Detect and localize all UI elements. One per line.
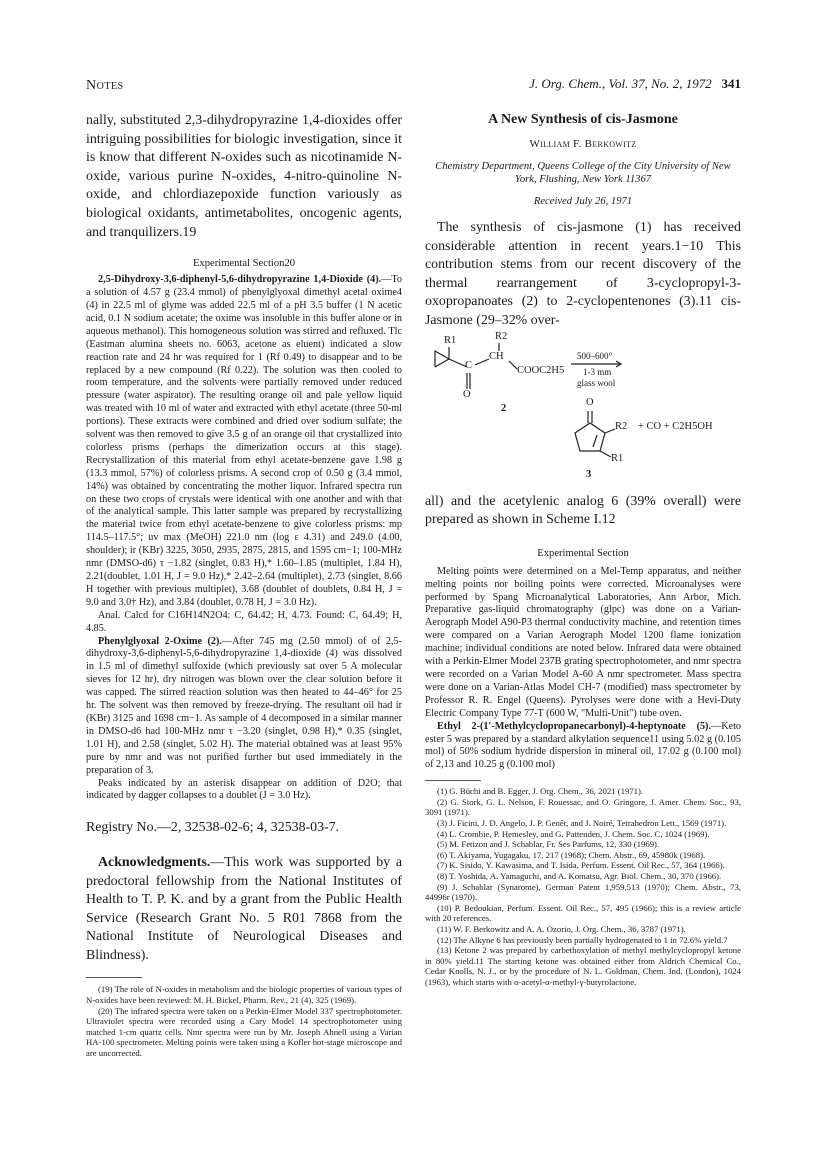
product-r1-label: R1: [611, 452, 624, 464]
condition-glass-wool: glass wool: [577, 377, 616, 388]
byproducts-label: + CO + C2H5OH: [638, 420, 713, 432]
compound-2-body: —After 745 mg (2.50 mmol) of of 2,5-dihydroxy-3,6-diphenyl-5,6-dihydropyrazine 1,4-dioxide (4) was dissolved in 1.5 ml of dimethyl sulfoxide (which previously sat over 5 A molecular sieves for 12 hr), dry nitrogen was blown over the clear solution before it was capped. The stirred reaction solution was then heated to 44–46° for 25 hr. The solvent was then removed by freeze-drying. The resultant oil had ir (KBr) 3125 and 1698 cm−1. As sample of 4 decomposed in a similar manner in DMSO-d6 had 100-MHz nmr τ −3.20 (singlet, 0.98 H),* 0.35 (singlet, 1.01 H), and 2.58 (singlet, 5.02 H). The material obtained was at least 95% pure by nmr and was not purified further but used immediately in the preparation of 3.: [86, 635, 403, 776]
registry-numbers: Registry No.—2, 32538-02-6; 4, 32538-03-7.: [86, 820, 340, 836]
reference-item: (12) The Alkyne 6 has previously been partially hydrogenated to 1 in 72.6% yield.7: [437, 934, 728, 945]
reference-item: (5) M. Fetizon and J. Schablar, Fr. Ses Parfums, 12, 330 (1969).: [437, 839, 660, 850]
reference-item: (4) L. Crombie, P. Hemesley, and G. Pattenden, J. Chem. Soc. C, 1024 (1969).: [437, 828, 710, 839]
procedure-paragraph-2: [86, 636, 402, 778]
reference-item: (2) G. Stork, G. L. Nelson, F. Rouessac, and O. Gringore, J. Amer. Chem. Soc., 93, 3091 (1971).: [425, 796, 741, 818]
page-number: 341: [721, 76, 741, 91]
reaction-scheme: [425, 330, 741, 485]
bond-to-ester: [509, 361, 517, 369]
intro-paragraph: nally, substituted 2,3-dihydropyrazine 1,4-dioxides offer intriguing possibilities for biologic investigation, since it is know that different N-oxides such as nicotinamide N-oxide, various purine N-oxides, 4-nitro-quinoline N-oxide, and chlordiazepoxide function variously as biological oxidants, antimetabolites, oncogenic agents, and tranquilizers.19: [86, 113, 402, 240]
reference-item: (3) J. Ficini, J. D. Angelo, J. P. Genêt, and J. Noiré, Tetrahedron Lett., 1569 (1971).: [437, 818, 727, 829]
compound-3-label: 3: [586, 468, 592, 480]
nmr-note-paragraph: Peaks indicated by an asterisk disappear on addition of D2O; that indicated by dagger collapses to a doublet (J = 3.0 Hz).: [86, 777, 402, 802]
references-list: [425, 786, 741, 987]
r2-label: R2: [495, 330, 508, 342]
condition-temperature: 500–600°: [577, 350, 613, 361]
journal-volume: Vol. 37, No. 2, 1972: [608, 76, 712, 91]
reference-item: (1) G. Büchi and B. Egger, J. Org. Chem., 36, 2021 (1971).: [437, 786, 644, 797]
bond-to-ch: [475, 359, 489, 365]
ring-double-bond: [593, 435, 597, 447]
compound-5-body: —Keto ester 5 was prepared by a standard alkylation sequence11 using 5.02 g (0.105 mol) of 50% sodium hydride dispersion in mineral oil, 17.02 g (0.100 mol) of 2,13 and 10.25 g (0.100 mol): [425, 720, 741, 771]
experimental-heading: Experimental Section20: [192, 258, 296, 270]
condition-pressure: 1-3 mm: [583, 366, 612, 377]
footnote-rule: [86, 977, 142, 978]
compound-5-paragraph: [425, 721, 741, 773]
running-head-section: Notes: [86, 78, 124, 93]
reference-item: (10) P. Bedoukian, Perfum. Essent. Oil Rec., 57, 495 (1966); this is a review article with 20 references.: [425, 902, 741, 924]
cyclopentenone-ring: [575, 423, 605, 451]
right-column: [425, 112, 741, 988]
procedure-paragraph-1: [86, 274, 402, 610]
acknowledgments: [86, 854, 402, 966]
scheme-continuation: all) and the acetylenic analog 6 (39% overall) were prepared as shown in Scheme I.12: [425, 493, 741, 528]
bond-r2-product: [605, 429, 615, 433]
article-title: A New Synthesis of cis-Jasmone: [488, 112, 678, 127]
acknowledgments-body: —This work was supported by a predoctoral fellowship from the National Institutes of Health to T. P. K. and by a grant from the Public Health Service (Research Grant No. 5 R01 7868 from the National Institute of Neurological Diseases and Blindness).: [86, 854, 402, 963]
reference-item: (6) T. Akiyama, Yugagaku, 17, 217 (1968); Chem. Abstr., 69, 45980k (1968).: [437, 849, 706, 860]
cyclopropane-ring: [435, 351, 449, 367]
acknowledgments-title: Acknowledgments.: [98, 854, 211, 870]
bond-r1-product: [600, 451, 611, 457]
reference-item: (11) W. F. Berkowitz and A. A. Ozorio, J. Org. Chem., 36, 3787 (1971).: [437, 923, 686, 934]
r1-label: R1: [444, 334, 457, 346]
compound-2-label: 2: [501, 402, 507, 414]
compound-2-title: Phenylglyoxal 2-Oxime (2).: [98, 635, 222, 647]
product-r2-label: R2: [615, 420, 628, 432]
reference-item: (8) T. Yoshida, A. Yamaguchi, and A. Komatsu, Agr. Biol. Chem., 30, 370 (1966).: [437, 871, 722, 881]
received-date: Received July 26, 1971: [533, 196, 633, 207]
reference-item: (9) J. Schablar (Synarome), German Patent 1,959,513 (1970); Chem. Abstr., 73, 44996r (1970).: [425, 881, 741, 903]
carbonyl-oxygen-label: O: [463, 388, 471, 400]
references-rule: [425, 780, 481, 781]
ch-label: CH: [489, 350, 504, 362]
author-affiliation: Chemistry Department, Queens College of the City University of New York, Flushing, New York 11367: [435, 161, 731, 185]
running-head-journal: [529, 76, 741, 92]
carbonyl-carbon-label: C: [465, 359, 473, 371]
left-column: [86, 112, 402, 1059]
article-intro: The synthesis of cis-jasmone (1) has received considerable attention in recent years.1−10 This contribution stems from our recent discovery of the thermal rearrangement of 3-cyclopropyl-3-oxopropanoates (2) to 2-cyclopentenones (3).11 cis-Jasmone (29–32% over-: [425, 220, 741, 328]
reference-item: (7) K. Sisido, Y. Kawasima, and T. Isida, Perfum. Essent. Oil Rec., 57, 364 (1966).: [437, 860, 725, 871]
compound-4-body: —To a solution of 4.57 g (23.4 mmol) of phenylglyoxal dimethyl acetal oxime4 (4) in 22.5 ml of glyme was added 22.5 ml of a pH 3.5 buffer (1 N acetic acid, 0.1 N sodium acetate; the oxime was insoluble in this buffer alone or in aqueous methanol). This homogeneous solution was stirred and refluxed. Tlc (Eastman alumina sheets no. 6063, acetone as eluent) indicated a slow reaction rate and 24 hr was required for 1 (Rf 0.49) to disappear and to be replaced by a new compound (Rf 0.22). The solution was then cooled to room temperature, and the solvents were partially removed under reduced pressure (water aspirator). The resulting orange oil and pale yellow liquid was treated with 10 ml of water and extracted with ethyl acetate (three 50-ml portions). These extracts were combined and dried over sodium sulfate; the solvent was then removed to give 3.5 g of an orange oil that crystallized into colorless prisms (perhaps the dimerization occurs at this stage). Recrystallization of this material from ethyl acetate-benzene gave 1.98 g (13.3 mmol, 57%) of colorless prisms. A second crop of 0.50 g (3.4 mmol, 14%) was obtained by concentrating the mother liquor. Infrared spectra run on these two crops of crystals were identical with one another and with that of the analytical sample. This latter sample was prepared by recrystallizing the material twice from ethyl acetate-benzene to give colorless prisms: mp 114.5–117.5°; uv max (MeOH) 221.0 nm (log ε 4.31) and 249.0 (4.00, shoulder); ir (KBr) 3225, 3050, 2935, 2875, 2815, and 1595 cm−1; 100-MHz nmr (DMSO-d6) τ −1.82 (singlet, 0.83 H),* 1.60–1.85 (multiplet, 1.84 H), 2.21(doublet, 1.01 H, J = 9.0 Hz),* 2.42–2.64 (multiplet), 2.73 (singlet, 8.66 H together with previous multiplet), 3.68 (doublet of doublets, 0.84 H, J = 9.0 and 3.0† Hz), and 3.84 (doublet, 0.78 H, J = 3.0 Hz).: [86, 274, 402, 608]
journal-name: J. Org. Chem.,: [529, 76, 606, 91]
footnote-20: (20) The infrared spectra were taken on a Perkin-Elmer Model 337 spectrophotometer. Ultraviolet spectra were recorded using a Cary Model 14 spectrophotometer using matched 1-cm quartz cells. Nmr spectra were run by Mr. Joseph Ahnell using a Varian HA-100 spectrometer. Melting points were taken using a Kofler hot-stage microscope and are uncorrected.: [86, 1005, 402, 1059]
general-methods-paragraph: Melting points were determined on a Mel-Temp apparatus, and neither melting points nor boiling points were corrected. Microanalyses were performed by Spang Microanalytical Laboratories, Ann Arbor, Mich. Preparative gas-liquid chromatography (glpc) was done on a Varian-Aerograph Model A90-P3 thermal conductivity machine, and retention times were compared on a Varian Aerograph Model 1200 flame ionization machine; individual conditions are noted below. Infrared data were obtained with a Perkin-Elmer Model 237B grating spectrophotometer, and nmr spectra were recorded on a Varian Model A-60 A nmr spectrometer. Mass spectra were done on a Varian-Atlas Model CH-7 (modified) mass spectrometer by Professor R. R. Engel (Queens). Pyrolyses were done with a Hevi-Duty Electric Company Type 77-T (600 W, "Multi-Unit") tube oven.: [425, 565, 741, 719]
compound-5-title: Ethyl 2-(1′-Methylcyclopropanecarbonyl)-4-heptynoate (5).: [437, 720, 711, 732]
analysis-line: Anal. Calcd for C16H14N2O4: C, 64.42; H, 4.73. Found: C, 64.49; H, 4.85.: [86, 609, 402, 634]
footnote-19: (19) The role of N-oxides in metabolism and the biologic properties of various types of N-oxides have been reviewed: M. H. Bickel, Pharm. Rev., 21 (4), 325 (1969).: [86, 984, 402, 1006]
compound-4-title: 2,5-Dihydroxy-3,6-diphenyl-5,6-dihydropyrazine 1,4-Dioxide (4).: [98, 274, 382, 286]
ester-label: COOC2H5: [517, 364, 565, 376]
experimental-heading-right: Experimental Section: [537, 547, 629, 559]
reference-item: (13) Ketone 2 was prepared by carbethoxylation of methyl methylcyclopropyl ketone in 80% yield.11 The starting ketone was obtained either from Aldrich Chemical Co., Cedar Knolls, N. J., or by the procedure of N. L. Goldman, Chem. Ind. (London), 1024 (1963), which starts with α-acetyl-α-methyl-γ-butyrolactone.: [425, 945, 741, 987]
product-oxygen-label: O: [586, 396, 594, 408]
author-name: William F. Berkowitz: [529, 138, 637, 150]
